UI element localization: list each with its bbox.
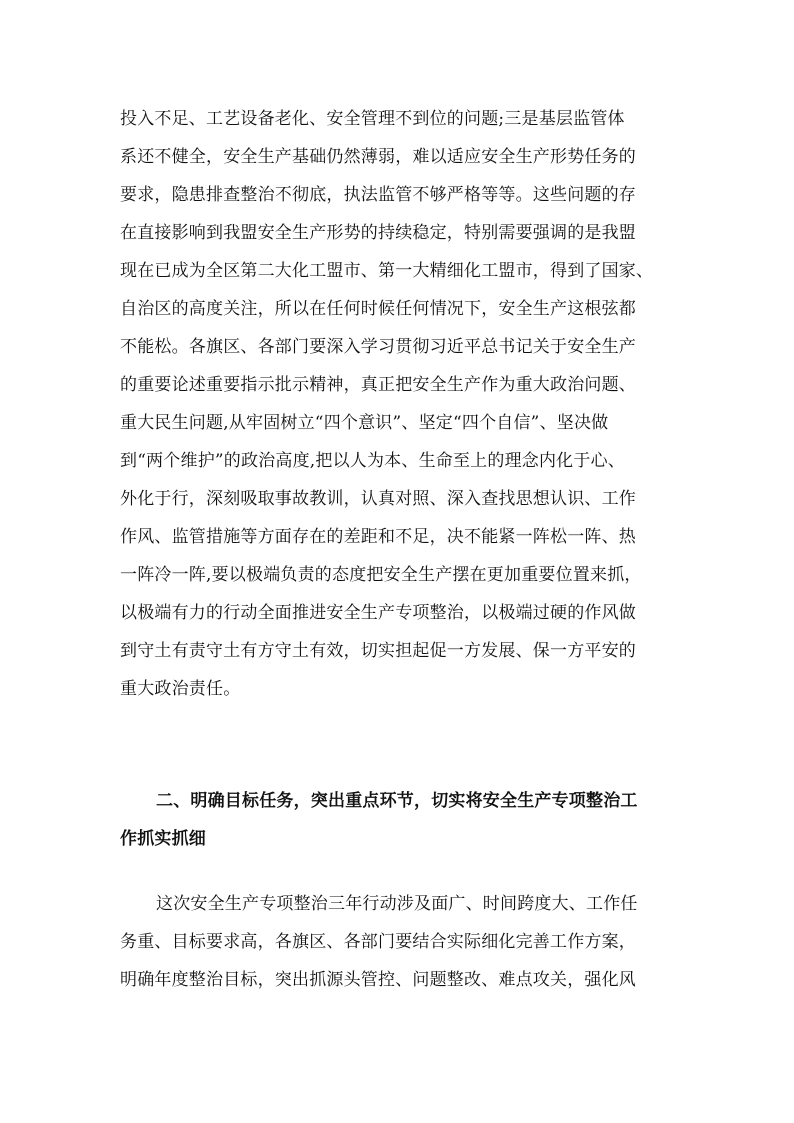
text-line: 要求，隐患排查整治不彻底，执法监管不够严格等等。这些问题的存 bbox=[120, 185, 636, 205]
text-line: 重大民生问题,从牢固树立“四个意识”、坚定“四个自信”、坚决做 bbox=[120, 413, 609, 433]
text-line: 投入不足、工艺设备老化、安全管理不到位的问题;三是基层监管体 bbox=[120, 109, 625, 129]
text-line: 到“两个维护”的政治高度,把以人为本、生命至上的理念内化于心、 bbox=[120, 451, 625, 471]
text-line: 这次安全生产专项整治三年行动涉及面广、时间跨度大、工作任 bbox=[156, 894, 638, 914]
heading-line: 作抓实抓细 bbox=[120, 829, 206, 849]
section-heading bbox=[120, 782, 680, 858]
text-line: 现在已成为全区第二大化工盟市、第一大精细化工盟市，得到了国家、 bbox=[120, 261, 654, 281]
text-line: 明确年度整治目标，突出抓源头管控、问题整改、难点攻关，强化风 bbox=[120, 970, 636, 990]
text-line: 在直接影响到我盟安全生产形势的持续稳定，特别需要强调的是我盟 bbox=[120, 223, 636, 243]
text-line: 重大政治责任。 bbox=[120, 679, 241, 699]
text-line: 以极端有力的行动全面推进安全生产专项整治，以极端过硬的作风做 bbox=[120, 603, 636, 623]
text-line: 不能松。各旗区、各部门要深入学习贯彻习近平总书记关于安全生产 bbox=[120, 337, 636, 357]
text-line: 一阵冷一阵,要以极端负责的态度把安全生产摆在更加重要位置来抓， bbox=[120, 565, 642, 585]
text-line: 自治区的高度关注，所以在任何时候任何情况下，安全生产这根弦都 bbox=[120, 299, 636, 319]
heading-line: 二、明确目标任务，突出重点环节，切实将安全生产专项整治工 bbox=[156, 791, 638, 811]
text-line: 作风、监管措施等方面存在的差距和不足，决不能紧一阵松一阵、热 bbox=[120, 527, 636, 547]
text-line: 系还不健全，安全生产基础仍然薄弱，难以适应安全生产形势任务的 bbox=[120, 147, 636, 167]
body-paragraph bbox=[120, 885, 680, 999]
text-line: 务重、目标要求高，各旗区、各部门要结合实际细化完善工作方案， bbox=[120, 932, 636, 952]
body-paragraph bbox=[120, 100, 680, 708]
text-line: 到守土有责守土有方守土有效，切实担起促一方发展、保一方平安的 bbox=[120, 641, 636, 661]
text-line: 外化于行，深刻吸取事故教训，认真对照、深入查找思想认识、工作 bbox=[120, 489, 636, 509]
text-line: 的重要论述重要指示批示精神，真正把安全生产作为重大政治问题、 bbox=[120, 375, 636, 395]
